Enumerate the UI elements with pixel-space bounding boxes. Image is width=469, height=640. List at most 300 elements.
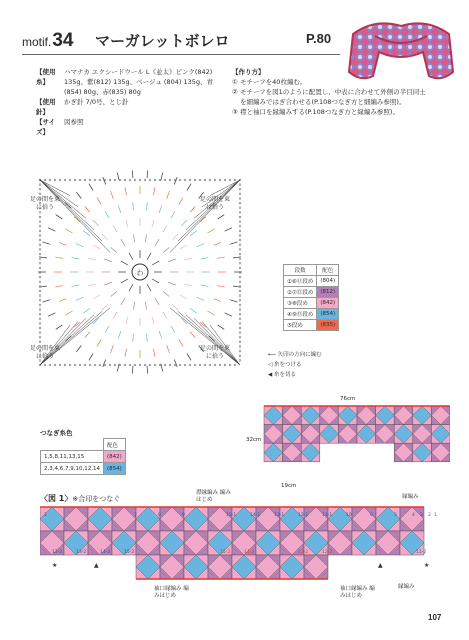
chain-stitch: [239, 198, 241, 200]
chain-stitch: [239, 290, 241, 292]
stitch-mark: [102, 234, 108, 240]
stitch-mark: [55, 286, 63, 287]
chain-stitch: [239, 276, 241, 278]
stitch-mark: [72, 257, 80, 259]
stitch-mark: [43, 242, 51, 244]
chain-stitch: [239, 211, 241, 213]
spec-value: ハマナカ エクシードウール L《並太》ピンク(842) 135g、紫(812) 135g、ベージュ (804) 135g、青(854) 80g、赤(835) 80g: [64, 68, 213, 96]
stitch-mark: [72, 285, 80, 287]
motif-number-label: 15-1: [226, 513, 237, 518]
stitch-mark: [133, 334, 134, 342]
chain-stitch: [239, 304, 241, 306]
chain-stitch: [169, 179, 171, 181]
chain-stitch: [174, 364, 176, 366]
stitch-mark: [152, 261, 159, 265]
instructions: [232, 67, 432, 117]
chain-stitch: [199, 179, 201, 181]
stitch-mark: [152, 279, 159, 283]
motif-number-label: 2: [428, 513, 431, 518]
stitch-mark: [171, 326, 175, 333]
chain-stitch: [239, 248, 241, 250]
chain-stitch: [39, 327, 41, 329]
figure-subtitle: ※合印をつなぐ: [72, 495, 121, 503]
motif-number-label: 9: [182, 513, 185, 518]
chain-stitch: [209, 364, 211, 366]
header-color: 配色: [317, 265, 339, 276]
stitch-mark: [105, 326, 109, 333]
step-text: 襟と袖口を縁編みする(P.108つなぎ方と縁編み参照)。: [240, 108, 399, 116]
chain-stitch: [239, 207, 241, 209]
collar-start-label: 襟縁編み 編みはじめ: [196, 490, 231, 503]
spec-value: 図参照: [64, 118, 84, 126]
chain-stitch: [64, 179, 66, 181]
stitch-mark: [85, 206, 90, 212]
chain-stitch: [194, 364, 196, 366]
stitch-mark: [104, 259, 112, 262]
stitch-mark: [126, 220, 128, 228]
stitch-mark: [118, 331, 120, 339]
stitch-mark: [111, 191, 114, 199]
motif-label: [22, 30, 73, 52]
stitch-mark: [113, 225, 117, 232]
legend-attach-text: 糸をつける: [273, 362, 302, 368]
stitch-mark: [155, 239, 159, 246]
stitch-mark: [113, 312, 117, 319]
chain-stitch: [239, 193, 241, 195]
stitch-mark: [121, 261, 128, 265]
stitch-mark: [213, 299, 221, 302]
chain-stitch: [119, 179, 121, 181]
chain-stitch: [74, 364, 76, 366]
stitch-mark: [163, 225, 167, 232]
stitch-mark: [132, 366, 133, 374]
stitch-mark: [121, 239, 125, 246]
motif-number: 34: [52, 30, 74, 51]
chain-stitch: [229, 179, 231, 181]
chain-stitch: [39, 235, 41, 237]
chain-stitch: [239, 295, 241, 297]
stitch-mark: [88, 284, 96, 286]
stitch-mark: [170, 180, 240, 252]
chain-stitch: [114, 179, 116, 181]
chain-stitch: [79, 364, 81, 366]
stitch-mark: [210, 180, 240, 196]
stitch-mark: [76, 345, 81, 351]
stitch-mark: [59, 299, 67, 302]
stitch-mark: [59, 243, 67, 246]
joining-color-table: [40, 438, 126, 475]
rounds-color-table: [283, 264, 339, 331]
step-text: モチーフを40枚編む。: [240, 78, 307, 86]
chain-stitch: [204, 179, 206, 181]
chain-stitch: [49, 179, 51, 181]
stitch-mark: [125, 349, 126, 357]
stitch-mark: [154, 187, 155, 195]
motifs-cell: 2,3,4,6,7,9,10,12,14: [41, 463, 104, 475]
stitch-mark: [179, 198, 183, 205]
chain-stitch: [139, 364, 141, 366]
chain-stitch: [104, 179, 106, 181]
chain-stitch: [129, 364, 131, 366]
stitch-mark: [180, 245, 187, 249]
step-number: ①: [232, 78, 238, 86]
edging-label-right: 縁編み: [402, 494, 419, 500]
spec-key: 【使用糸】: [36, 68, 56, 86]
chain-stitch: [49, 364, 51, 366]
page-reference: P.80: [306, 31, 332, 46]
arrow-icon: ⟵: [268, 352, 278, 358]
stitch-mark: [145, 235, 146, 243]
stitch-mark: [83, 308, 89, 313]
stitch-mark: [55, 257, 63, 258]
stitch-mark: [218, 325, 225, 330]
stitch-mark: [97, 198, 101, 205]
chain-stitch: [239, 262, 241, 264]
motif-number-label: 12-2: [322, 550, 333, 555]
stitch-mark: [200, 217, 206, 222]
stitch-mark: [132, 170, 133, 178]
stitch-mark: [163, 291, 169, 296]
stitch-mark: [117, 364, 119, 372]
chain-stitch: [219, 364, 221, 366]
color-cell: (812): [317, 287, 339, 298]
stitch-mark: [168, 259, 176, 262]
stitch-mark: [146, 334, 147, 342]
size-grid: [264, 406, 450, 462]
stitch-mark: [121, 279, 128, 283]
spec-needle: [36, 97, 226, 117]
chain-stitch: [114, 364, 116, 366]
color-cell: (854): [317, 309, 339, 320]
figure-number: 〈図 1〉: [40, 494, 73, 503]
stitch-mark: [197, 244, 204, 247]
figure-title: [40, 493, 120, 504]
stitch-mark: [48, 313, 55, 316]
chain-stitch: [124, 364, 126, 366]
chain-stitch: [149, 364, 151, 366]
stitch-mark: [133, 235, 134, 243]
chain-stitch: [74, 179, 76, 181]
chain-stitch: [239, 253, 241, 255]
note-bottom-right: 足の間を束に拾う: [200, 345, 231, 360]
chain-stitch: [119, 364, 121, 366]
legend-arrow: [268, 350, 322, 360]
stitch-mark: [89, 353, 93, 360]
chain-stitch: [239, 188, 241, 190]
chain-stitch: [54, 364, 56, 366]
stitch-mark: [121, 298, 125, 305]
stitch-mark: [217, 257, 225, 258]
chain-stitch: [39, 262, 41, 264]
stitch-mark: [152, 316, 154, 324]
page-number: 107: [428, 613, 442, 622]
instructions-heading: 【作り方】: [232, 68, 265, 76]
table-row: [41, 451, 126, 463]
stitch-mark: [171, 211, 175, 218]
stitch-mark: [218, 215, 225, 220]
table-row: [284, 320, 339, 331]
motif-number-label: 3: [420, 513, 423, 518]
chain-stitch: [39, 313, 41, 315]
chain-stitch: [84, 179, 86, 181]
table-row: [284, 287, 339, 298]
chain-stitch: [179, 179, 181, 181]
chain-stitch: [239, 346, 241, 348]
chain-stitch: [144, 179, 146, 181]
width-label: 76cm: [340, 396, 356, 402]
stitch-mark: [161, 173, 163, 181]
chain-stitch: [159, 364, 161, 366]
color-cell: (842): [103, 451, 125, 463]
chain-stitch: [39, 309, 41, 311]
chain-stitch: [69, 179, 71, 181]
note-top-right: 足の間を束に拾う: [200, 196, 231, 211]
chain-stitch: [209, 179, 211, 181]
stitch-mark: [97, 340, 101, 347]
spec-value: かぎ針 7/0号、とじ針: [64, 98, 129, 106]
motif-number-label: 15-2: [220, 550, 231, 555]
chain-stitch: [39, 332, 41, 334]
color-cell: (804): [317, 276, 339, 287]
chain-stitch: [99, 179, 101, 181]
motif-number-label: 13-2: [298, 550, 309, 555]
stitch-mark: [85, 332, 90, 338]
chain-stitch: [154, 179, 156, 181]
color-cell: (835): [317, 320, 339, 331]
stitch-mark: [117, 173, 119, 181]
table-header-row: [284, 265, 339, 276]
stitch-mark: [201, 257, 209, 259]
stitch-mark: [161, 364, 163, 372]
chain-stitch: [239, 244, 241, 246]
stitch-mark: [111, 345, 114, 353]
star-mark-icon: ★: [424, 562, 430, 569]
figure1-layout: [40, 505, 440, 583]
spec-key: 【サイズ】: [36, 118, 56, 136]
chain-stitch: [129, 179, 131, 181]
chain-stitch: [184, 364, 186, 366]
step-number: ③: [232, 108, 238, 116]
chain-stitch: [239, 230, 241, 232]
chain-stitch: [239, 258, 241, 260]
chain-stitch: [39, 341, 41, 343]
chain-stitch: [69, 364, 71, 366]
stitch-mark: [48, 228, 55, 231]
legend-cut-text: 糸を切る: [273, 372, 296, 378]
chain-stitch: [149, 179, 151, 181]
table-row: [284, 276, 339, 287]
instruction-step: [232, 107, 432, 117]
stitch-mark: [133, 202, 134, 210]
step-text: モチーフを図1のように配置し、中表に合わせて外側の半目同士を細編みではぎ合わせる(P.108つなぎ方と細編み参照)。: [240, 88, 426, 106]
stitch-mark: [173, 305, 179, 311]
cuff-start-label-left: 袖口縁編み 編みはじめ: [154, 586, 189, 599]
stitch-mark: [167, 191, 170, 199]
stitch-mark: [187, 184, 191, 191]
chain-stitch: [79, 179, 81, 181]
stitch-mark: [217, 286, 225, 287]
chain-stitch: [239, 318, 241, 320]
stitch-mark: [230, 242, 238, 244]
chain-stitch: [39, 281, 41, 283]
chain-stitch: [239, 235, 241, 237]
chain-stitch: [199, 364, 201, 366]
chain-stitch: [39, 248, 41, 250]
chain-stitch: [39, 322, 41, 324]
table-row: [41, 463, 126, 475]
motif-number-label: 11-2: [416, 550, 427, 555]
instruction-step: [232, 77, 432, 87]
spec-yarn: [36, 67, 226, 97]
chain-stitch: [39, 299, 41, 301]
chain-stitch: [94, 179, 96, 181]
chain-stitch: [164, 364, 166, 366]
stitch-mark: [66, 311, 73, 315]
chain-stitch: [104, 364, 106, 366]
stitch-mark: [180, 295, 187, 299]
stitch-mark: [118, 205, 120, 213]
stitch-mark: [105, 211, 109, 218]
chain-stitch: [39, 244, 41, 246]
motifs-cell: 1,5,8,11,13,15: [41, 451, 104, 463]
stitch-mark: [40, 180, 110, 252]
chain-stitch: [224, 364, 226, 366]
stitch-mark: [225, 313, 232, 316]
chain-stitch: [239, 239, 241, 241]
chain-stitch: [124, 179, 126, 181]
motif-number-label: 6: [370, 513, 373, 518]
stitch-mark: [129, 253, 133, 260]
stitch-mark: [159, 331, 161, 339]
chain-stitch: [54, 179, 56, 181]
chain-stitch: [239, 281, 241, 283]
chain-stitch: [184, 179, 186, 181]
star-mark-icon: ★: [52, 562, 58, 569]
motif-number-label: 12-1: [298, 513, 309, 518]
chain-stitch: [169, 364, 171, 366]
motif-number-label: 7: [134, 513, 137, 518]
chain-stitch: [239, 202, 241, 204]
chain-stitch: [109, 179, 111, 181]
motif-number-label: 4: [412, 513, 415, 518]
triangle-filled-icon: ◀: [268, 372, 274, 378]
chain-stitch: [59, 364, 61, 366]
chain-stitch: [44, 364, 46, 366]
stitch-mark: [66, 229, 73, 233]
bottom-width-label: 19cm: [281, 483, 297, 489]
stitch-mark: [93, 220, 98, 226]
chain-stitch: [239, 327, 241, 329]
instruction-step: [232, 87, 432, 107]
header-blank: [41, 439, 104, 451]
stitch-mark: [56, 215, 63, 220]
stitch-mark: [147, 284, 151, 291]
legend-attach: [268, 360, 322, 370]
stitch-mark: [93, 245, 100, 249]
stitch-mark: [225, 228, 232, 231]
chain-stitch: [109, 364, 111, 366]
chain-stitch: [39, 267, 41, 269]
stitch-mark: [201, 285, 209, 287]
legend-cut: [268, 370, 322, 380]
stitch-mark: [167, 345, 170, 353]
edging-label-bottom: 縁編み: [398, 584, 415, 590]
chain-stitch: [239, 336, 241, 338]
cuff-start-label-right: 袖口縁編み 編みはじめ: [340, 586, 375, 599]
header-rule: [22, 54, 340, 55]
stitch-mark: [184, 258, 192, 260]
stitch-mark: [184, 284, 192, 286]
chain-stitch: [239, 341, 241, 343]
stitch-mark: [111, 291, 117, 296]
note-bottom-left: 足の間を束に拾う: [30, 345, 61, 360]
chain-stitch: [239, 355, 241, 357]
chain-stitch: [39, 276, 41, 278]
chain-stitch: [39, 225, 41, 227]
stitch-mark: [76, 297, 83, 300]
stitch-mark: [88, 258, 96, 260]
triangle-mark-icon: ▲: [94, 562, 99, 569]
stitch-mark: [146, 202, 147, 210]
stitch-mark: [163, 312, 167, 319]
chain-stitch: [44, 179, 46, 181]
stitch-mark: [147, 366, 148, 374]
stitch-mark: [147, 253, 151, 260]
stitch-mark: [213, 243, 221, 246]
stitch-mark: [56, 325, 63, 330]
size-diagram: [262, 402, 450, 492]
stitch-mark: [129, 284, 133, 291]
chain-stitch: [94, 364, 96, 366]
rounds-cell: ③⑧段め: [284, 298, 317, 309]
chain-stitch: [39, 253, 41, 255]
stitch-mark: [93, 295, 100, 299]
stitch-mark: [181, 220, 186, 226]
chain-stitch: [39, 304, 41, 306]
stitch-mark: [74, 217, 80, 222]
chain-stitch: [144, 364, 146, 366]
stitch-mark: [104, 282, 112, 285]
rounds-cell: ②⑦⑫段め: [284, 287, 317, 298]
header-rounds: 段数: [284, 265, 317, 276]
stitch-mark: [89, 184, 93, 191]
chain-stitch: [154, 364, 156, 366]
chain-stitch: [39, 216, 41, 218]
chain-stitch: [39, 230, 41, 232]
chain-stitch: [39, 336, 41, 338]
stitch-mark: [145, 302, 146, 310]
stitch-mark: [154, 349, 155, 357]
chain-stitch: [159, 179, 161, 181]
stitch-mark: [76, 244, 83, 247]
motif-number-label: 14-2: [244, 550, 255, 555]
stitch-mark: [190, 206, 195, 212]
chain-stitch: [239, 332, 241, 334]
motif-number-label: 8: [158, 513, 161, 518]
legend-arrow-text: 矢印の方向に編む: [277, 352, 322, 358]
header-color: 配色: [103, 439, 125, 451]
stitch-mark: [179, 340, 183, 347]
note-top-left: 足の間を束に拾う: [30, 196, 61, 211]
triangle-mark-icon: ▲: [378, 562, 383, 569]
chain-stitch: [224, 179, 226, 181]
motif-number-label: 11-1: [322, 513, 333, 518]
motif-number-label: 15-2: [124, 550, 135, 555]
chain-stitch: [39, 290, 41, 292]
rounds-cell: ⑤段め: [284, 320, 317, 331]
chain-stitch: [39, 193, 41, 195]
chain-stitch: [164, 179, 166, 181]
